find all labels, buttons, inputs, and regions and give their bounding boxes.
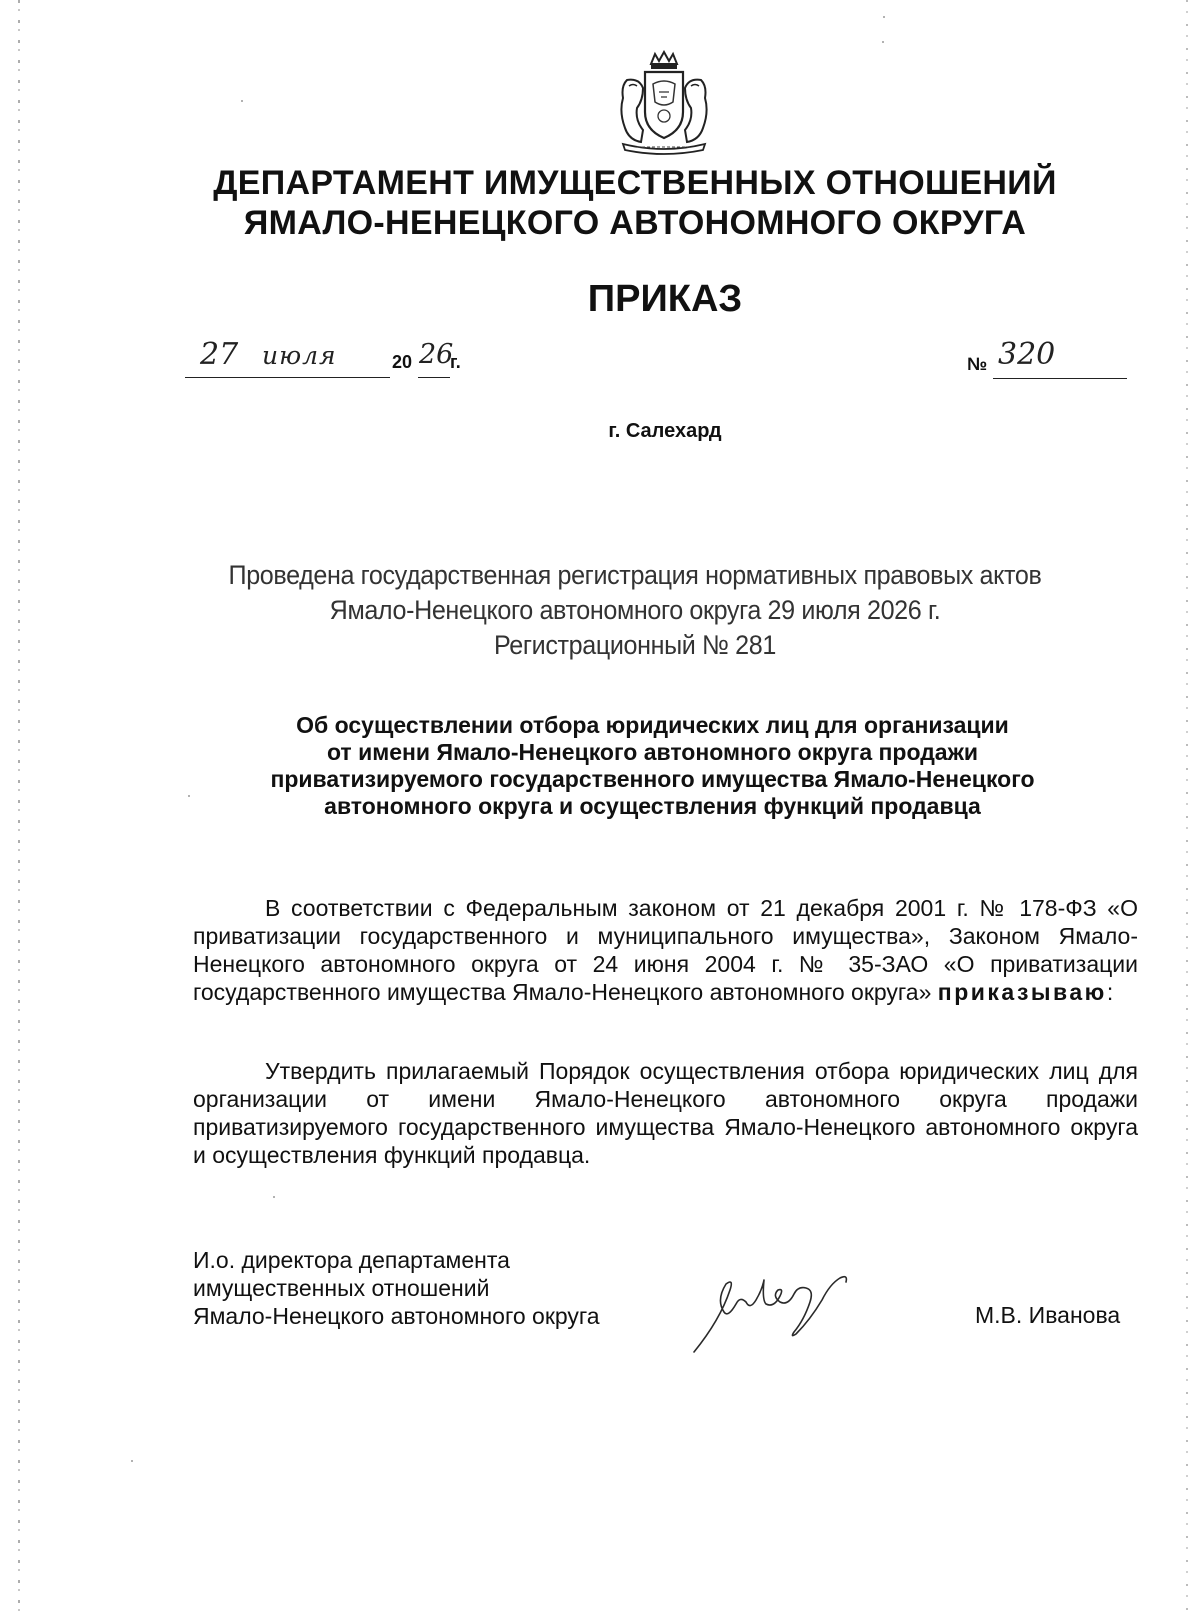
signatory-position-line3: Ямало-Ненецкого автономного округа: [193, 1303, 600, 1329]
subject-line4: автономного округа и осуществления функций продавца: [324, 793, 981, 819]
signer-name: М.В. Иванова: [975, 1302, 1121, 1328]
preamble-emphasis: приказываю: [937, 979, 1107, 1005]
date-suffix: г.: [450, 352, 461, 372]
registration-note-line3: Регистрационный № 281: [494, 630, 776, 660]
handwritten-date-month: июля: [262, 341, 337, 370]
order-subject-title: [220, 712, 1085, 820]
registration-note-line1: Проведена государственная регистрация нормативных правовых актов: [228, 560, 1042, 590]
preamble-colon: :: [1106, 979, 1114, 1005]
scan-edge-right: [1186, 0, 1188, 1615]
registration-note-line2: Ямало-Ненецкого автономного округа 29 июля 2026 г.: [329, 595, 941, 625]
department-title-line2: ЯМАЛО-НЕНЕЦКОГО АВТОНОМНОГО ОКРУГА: [243, 204, 1027, 242]
scan-speck: [273, 1196, 275, 1198]
signatory-position-line2: имущественных отношений: [193, 1275, 490, 1301]
scan-speck: [882, 41, 884, 43]
scan-speck: [131, 1460, 133, 1462]
signatory-position-line1: И.о. директора департамента: [193, 1247, 510, 1273]
signatory-position: [193, 1246, 600, 1330]
handwritten-date-year: 26: [419, 339, 454, 370]
department-title-line1: ДЕПАРТАМЕНТ ИМУЩЕСТВЕННЫХ ОТНОШЕНИЙ: [213, 164, 1057, 202]
scan-speck: [883, 16, 885, 18]
department-title: [100, 163, 1170, 243]
subject-line1: Об осуществлении отбора юридических лиц для организации: [296, 712, 1009, 738]
preamble-text: В соответствии с Федеральным законом от 21 декабря 2001 г. № 178-ФЗ «О приватизации государственного и муниципального имущества», Законом Ямало-Ненецкого автономного округа от 24 июня 2004 г. № 35-ЗАО «О приватизации государственного имущества Ямало-Ненецкого автономного округа»: [193, 895, 1138, 1005]
body-paragraph-resolution: Утвердить прилагаемый Порядок осуществления отбора юридических лиц для организации от имени Ямало-Ненецкого автономного округа продажи приватизируемого государственного имущества Ямало-Ненецкого автономного округа и осуществления функций продавца.: [193, 1058, 1138, 1168]
handwritten-signature: [690, 1260, 890, 1360]
body-paragraph-preamble: [193, 894, 1138, 1006]
registration-stamp-note: [189, 558, 1082, 663]
date-century: 20: [392, 352, 413, 372]
scan-edge-left: [18, 0, 20, 1615]
document-type-heading: ПРИКАЗ: [587, 278, 743, 320]
handwritten-date-day: 27: [200, 337, 239, 372]
scan-speck: [188, 795, 190, 797]
handwritten-order-number: 320: [998, 337, 1056, 372]
scan-speck: [241, 100, 243, 102]
coat-of-arms-emblem: [615, 50, 713, 155]
city-line: г. Салехард: [608, 420, 722, 442]
order-number-label: №: [967, 354, 988, 374]
subject-line3: приватизируемого государственного имущества Ямало-Ненецкого: [270, 766, 1035, 792]
subject-line2: от имени Ямало-Ненецкого автономного округа продажи: [326, 739, 979, 765]
